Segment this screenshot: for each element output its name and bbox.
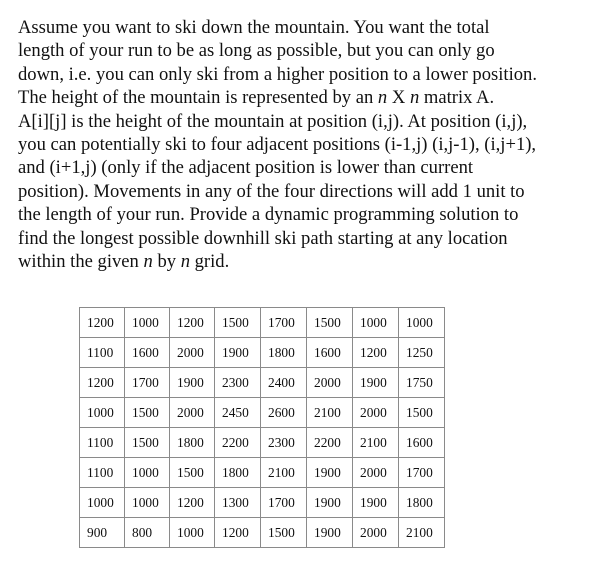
problem-text: A[i][j] is the height of the mountain at position (i,j). At position (i,j), xyxy=(18,110,528,132)
matrix-cell: 1300 xyxy=(215,488,261,518)
matrix-cell: 2450 xyxy=(215,398,261,428)
matrix-cell: 1000 xyxy=(399,308,445,338)
matrix-cell: 2000 xyxy=(170,398,215,428)
problem-text: the length of your run. Provide a dynamic programming solution to xyxy=(18,204,519,226)
matrix-cell: 1900 xyxy=(215,338,261,368)
problem-text: down, i.e. you can only ski from a higher position to a lower position. xyxy=(18,63,537,85)
matrix-cell: 2000 xyxy=(170,338,215,368)
matrix-cell: 1000 xyxy=(80,398,125,428)
matrix-cell: 1000 xyxy=(353,308,399,338)
matrix-cell: 2000 xyxy=(353,398,399,428)
matrix-cell: 1600 xyxy=(399,428,445,458)
problem-text: grid. xyxy=(189,251,230,273)
matrix-cell: 2100 xyxy=(399,518,445,548)
matrix-cell: 1600 xyxy=(125,338,170,368)
matrix-cell: 1500 xyxy=(125,428,170,458)
matrix-cell: 1200 xyxy=(170,488,215,518)
matrix-cell: 1700 xyxy=(261,308,307,338)
matrix-cell: 1900 xyxy=(307,458,353,488)
matrix-row xyxy=(80,398,445,428)
problem-text: position). Movements in any of the four directions will add 1 unit to xyxy=(18,180,525,202)
problem-line xyxy=(18,250,598,273)
problem-line xyxy=(18,203,598,226)
matrix-cell: 2300 xyxy=(215,368,261,398)
matrix-cell: 1800 xyxy=(170,428,215,458)
matrix-cell: 900 xyxy=(80,518,125,548)
matrix-cell: 1250 xyxy=(399,338,445,368)
italic-variable: n xyxy=(143,251,153,273)
matrix-cell: 2000 xyxy=(353,518,399,548)
matrix-cell: 1000 xyxy=(80,488,125,518)
problem-line xyxy=(18,63,598,86)
matrix-cell: 1000 xyxy=(125,458,170,488)
problem-statement xyxy=(18,16,598,273)
matrix-cell: 1600 xyxy=(307,338,353,368)
problem-text: X xyxy=(387,87,410,109)
problem-line xyxy=(18,86,598,109)
matrix-row xyxy=(80,308,445,338)
problem-text: find the longest possible downhill ski path starting at any location xyxy=(18,227,508,249)
matrix-cell: 1200 xyxy=(80,308,125,338)
problem-line xyxy=(18,39,598,62)
height-matrix-table xyxy=(79,307,445,548)
matrix-cell: 2100 xyxy=(261,458,307,488)
problem-text: you can potentially ski to four adjacent positions (i-1,j) (i,j-1), (i,j+1), xyxy=(18,134,537,156)
matrix-cell: 1900 xyxy=(307,488,353,518)
problem-text: length of your run to be as long as possible, but you can only go xyxy=(18,40,495,62)
italic-variable: n xyxy=(377,87,388,109)
matrix-cell: 1200 xyxy=(353,338,399,368)
matrix-cell: 2200 xyxy=(307,428,353,458)
matrix-cell: 1900 xyxy=(170,368,215,398)
matrix-cell: 1500 xyxy=(399,398,445,428)
matrix-cell: 1900 xyxy=(353,488,399,518)
matrix-row xyxy=(80,458,445,488)
problem-text: within the given xyxy=(18,251,144,273)
matrix-cell: 2600 xyxy=(261,398,307,428)
matrix-row xyxy=(80,518,445,548)
matrix-cell: 1000 xyxy=(125,488,170,518)
matrix-cell: 1700 xyxy=(125,368,170,398)
matrix-cell: 800 xyxy=(125,518,170,548)
matrix-cell: 1500 xyxy=(261,518,307,548)
problem-text: Assume you want to ski down the mountain. You want the total xyxy=(18,17,490,38)
problem-line xyxy=(18,133,598,156)
matrix-cell: 2000 xyxy=(307,368,353,398)
matrix-cell: 1100 xyxy=(80,458,125,488)
matrix-row xyxy=(80,338,445,368)
matrix-row xyxy=(80,488,445,518)
matrix-cell: 1100 xyxy=(80,428,125,458)
matrix-cell: 1000 xyxy=(170,518,215,548)
matrix-cell: 2300 xyxy=(261,428,307,458)
matrix-cell: 1200 xyxy=(80,368,125,398)
matrix-cell: 1500 xyxy=(125,398,170,428)
matrix-row xyxy=(80,428,445,458)
matrix-cell: 1800 xyxy=(215,458,261,488)
matrix-row xyxy=(80,368,445,398)
height-matrix xyxy=(79,307,445,548)
matrix-cell: 2100 xyxy=(307,398,353,428)
matrix-cell: 2000 xyxy=(353,458,399,488)
matrix-cell: 1500 xyxy=(215,308,261,338)
matrix-cell: 1700 xyxy=(261,488,307,518)
problem-line xyxy=(18,227,598,250)
matrix-cell: 1500 xyxy=(307,308,353,338)
italic-variable: n xyxy=(409,87,420,109)
problem-line xyxy=(18,16,598,39)
matrix-cell: 1900 xyxy=(353,368,399,398)
matrix-cell: 1700 xyxy=(399,458,445,488)
matrix-cell: 1100 xyxy=(80,338,125,368)
matrix-cell: 2400 xyxy=(261,368,307,398)
matrix-cell: 2200 xyxy=(215,428,261,458)
problem-text: The height of the mountain is represented by an xyxy=(18,87,378,109)
problem-text: by xyxy=(152,251,181,273)
problem-text: matrix A. xyxy=(419,87,495,109)
italic-variable: n xyxy=(180,251,190,273)
matrix-cell: 1000 xyxy=(125,308,170,338)
matrix-cell: 1200 xyxy=(215,518,261,548)
matrix-cell: 1200 xyxy=(170,308,215,338)
matrix-cell: 1750 xyxy=(399,368,445,398)
matrix-cell: 1900 xyxy=(307,518,353,548)
matrix-cell: 1800 xyxy=(399,488,445,518)
problem-text: and (i+1,j) (only if the adjacent position is lower than current xyxy=(18,157,474,179)
matrix-cell: 1500 xyxy=(170,458,215,488)
problem-line xyxy=(18,180,598,203)
problem-line xyxy=(18,156,598,179)
problem-line xyxy=(18,110,598,133)
matrix-cell: 1800 xyxy=(261,338,307,368)
matrix-cell: 2100 xyxy=(353,428,399,458)
